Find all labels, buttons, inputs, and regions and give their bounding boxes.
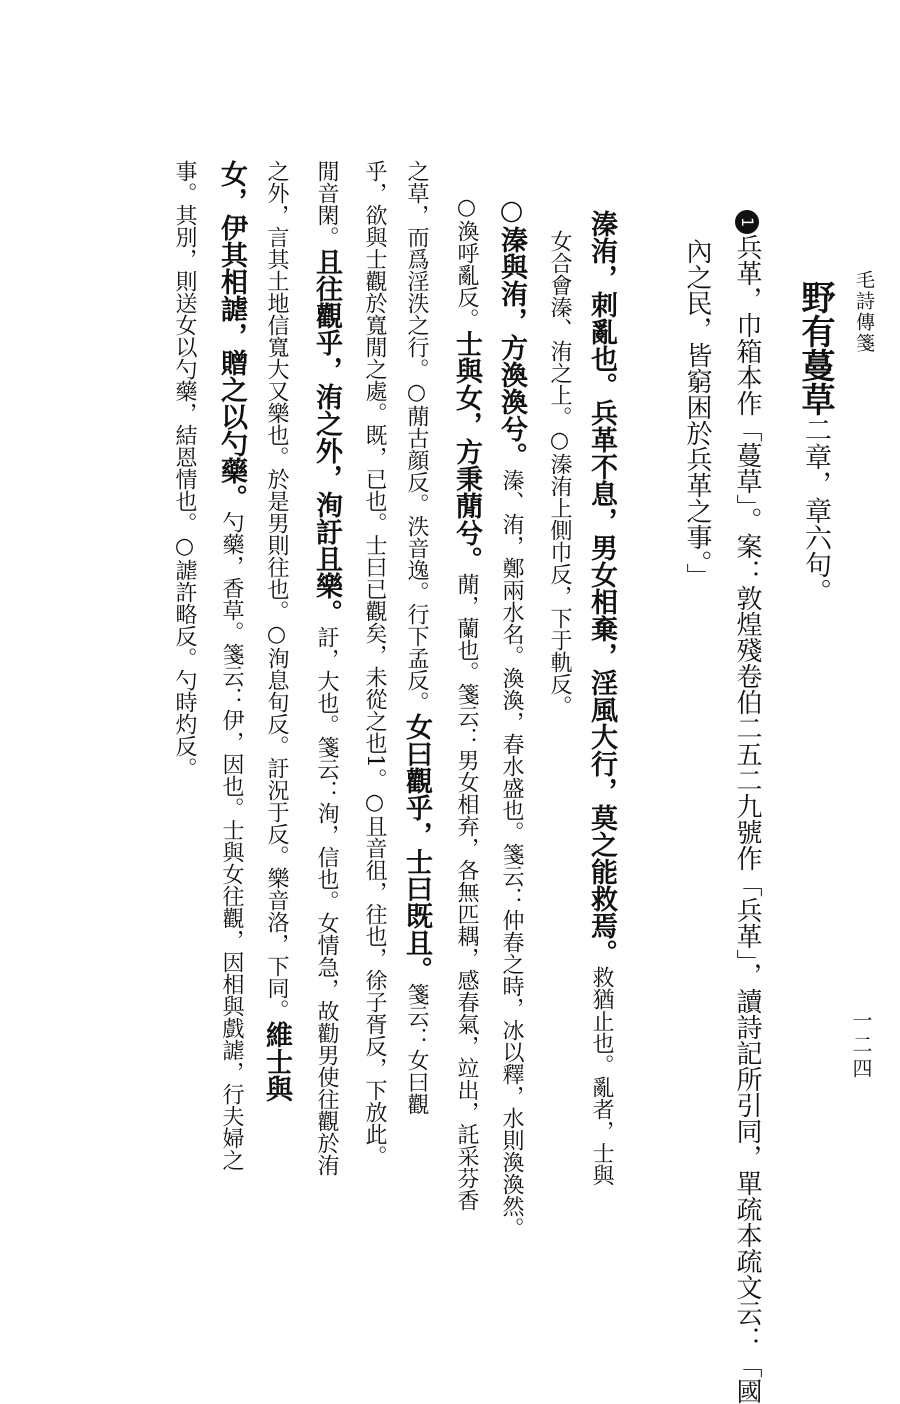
text-column-8 (263, 160, 290, 1250)
text-column-7 (313, 160, 340, 1250)
poem-title: 野有蔓草 (795, 280, 835, 416)
commentary-text: 之外，言其土地信寬大又樂也。於是男則往也。○洵息旬反。訏況于反。樂音洛，下同。 (264, 160, 289, 1021)
text-column-4 (453, 195, 480, 1285)
text-column-5 (403, 160, 430, 1250)
collation-note-line1 (732, 210, 762, 1404)
text-column-9 (218, 160, 245, 1250)
collation-note-line2: 內之民，皆窮困於兵革之事。」 (682, 238, 712, 589)
note-text: 兵革，巾箱本作「蔓草」。案：敦煌殘卷伯二五二九號作「兵革」，讀詩記所引同，單疏本疏文云：「國 (732, 234, 762, 1404)
pronunciation-text: 閒音閑。 (314, 160, 339, 248)
commentary-text: 勺藥，香草。箋云：伊，因也。士與女往觀，因相與戲謔，行夫婦之 (219, 511, 244, 1171)
text-column-3 (498, 195, 525, 1285)
page-number: 一二四 (849, 1010, 873, 1082)
verse-text: ○溱與洧，方渙渙兮。 (496, 195, 527, 469)
preface-text: 溱洧，刺亂也。兵革不息，男女相棄，淫風大行，莫之能救焉。 (586, 210, 617, 966)
verse-text: 維士與 (261, 1021, 292, 1102)
commentary-text: 溱、洧，鄭兩水名。渙渙，春水盛也。箋云：仲春之時，冰以釋，水則渙渙然。 (499, 469, 524, 1239)
verse-text: 女，伊其相謔，贈之以勺藥。 (216, 160, 247, 511)
poem-title-column (795, 280, 835, 1370)
text-column-1 (588, 210, 615, 1300)
text-column-6: 乎，欲與士觀於寬閒之處。既，已也。士曰已觀矣，未從之也1。○且音徂，往也，徐子胥反，下放此。 (362, 160, 387, 1167)
commentary-text: 箋云：女曰觀 (404, 983, 429, 1115)
verse-text: 女曰觀乎，士曰既且。 (401, 713, 432, 983)
commentary-text: 救猶止也。亂者，士與 (589, 966, 614, 1186)
pronunciation-text: ○渙呼亂反。 (454, 195, 479, 330)
commentary-text: 蕑，蘭也。箋云：男女相弃，各無匹耦，感春氣，竝出，託采芬香 (454, 573, 479, 1211)
text-column-10: 事。其別，則送女以勺藥，結恩情也。○謔許略反。勺時灼反。 (172, 160, 197, 779)
running-title: 毛詩傳箋 (853, 270, 875, 354)
commentary-text: 之草，而爲淫泆之行。○蕑古顔反。泆音逸。行下孟反。 (404, 160, 429, 713)
verse-text: 且往觀乎，洧之外，洵訏且樂。 (311, 248, 342, 626)
verse-text: 士與女，方秉蕑兮。 (451, 330, 482, 573)
text-column-2: 女合會溱、洧之上。○溱洧上側巾反，下于軌反。 (547, 230, 572, 717)
note-marker-icon: 1 (735, 210, 759, 234)
commentary-text: 訏，大也。箋云：洵，信也。女情急，故勸男使往觀於洧 (314, 626, 339, 1176)
chapter-count: 二章，章六句。 (800, 416, 831, 605)
